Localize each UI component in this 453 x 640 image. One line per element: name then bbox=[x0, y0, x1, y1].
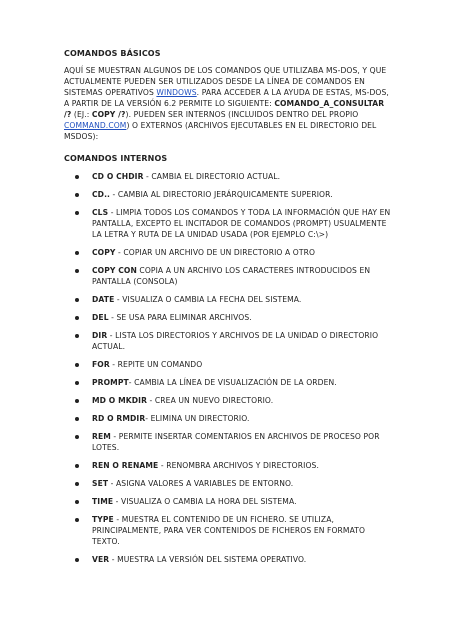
bullet-icon bbox=[75, 251, 79, 255]
command-name: TIME bbox=[92, 497, 114, 506]
command-description: - CAMBIA EL DIRECTORIO ACTUAL. bbox=[143, 172, 281, 181]
command-name: DIR bbox=[92, 331, 108, 340]
bullet-icon bbox=[75, 193, 79, 197]
command-list bbox=[64, 171, 394, 565]
list-item bbox=[64, 294, 394, 305]
command-description: - PERMITE INSERTAR COMENTARIOS EN ARCHIVOS DE PROCESO POR LOTES. bbox=[92, 432, 380, 452]
bullet-icon bbox=[75, 316, 79, 320]
intro-syntax: COMANDO_A_CONSULTAR /? bbox=[64, 99, 385, 119]
command-description: - VISUALIZA O CAMBIA LA FECHA DEL SISTEMA. bbox=[114, 295, 302, 304]
list-item bbox=[64, 312, 394, 323]
command-description: - VISUALIZA O CAMBIA LA HORA DEL SISTEMA. bbox=[113, 497, 297, 506]
bullet-icon bbox=[75, 269, 79, 273]
list-item bbox=[64, 247, 394, 258]
list-item bbox=[64, 330, 394, 352]
bullet-icon bbox=[75, 363, 79, 367]
intro-text-2: . PARA ACCEDER A LA AYUDA DE ESTAS, MS-DOS, A PARTIR DE LA VERSIÓN 6.2 PERMITE LO SIGUIENTE: bbox=[64, 88, 389, 108]
section-title: COMANDOS INTERNOS bbox=[64, 154, 168, 163]
document-content bbox=[64, 48, 394, 572]
bullet-icon bbox=[75, 482, 79, 486]
intro-text-1: AQUÍ SE MUESTRAN ALGUNOS DE LOS COMANDOS QUE UTILIZABA MS-DOS, Y QUE ACTUALMENTE PUEDEN SER UTILIZADOS DESDE LA LÍNEA DE COMANDOS EN SISTEMAS OPERATIVOS bbox=[64, 66, 387, 97]
bullet-icon bbox=[75, 298, 79, 302]
intro-paragraph bbox=[64, 65, 394, 142]
bullet-icon bbox=[75, 211, 79, 215]
command-name: MD O MKDIR bbox=[92, 396, 148, 405]
list-item bbox=[64, 359, 394, 370]
command-description: - RENOMBRA ARCHIVOS Y DIRECTORIOS. bbox=[158, 461, 319, 470]
bullet-icon bbox=[75, 435, 79, 439]
intro-text-3: (EJ.: bbox=[71, 110, 92, 119]
list-item bbox=[64, 478, 394, 489]
command-description: - LIMPIA TODOS LOS COMANDOS Y TODA LA INFORMACIÓN QUE HAY EN PANTALLA, EXCEPTO EL INCITADOR DE COMANDOS (PROMPT) USUALMENTE LA LETRA Y RUTA DE LA UNIDAD USADA (POR EJEMPLO C:\>) bbox=[92, 208, 391, 239]
command-name: CD O CHDIR bbox=[92, 172, 144, 181]
command-description: - SE USA PARA ELIMINAR ARCHIVOS. bbox=[108, 313, 252, 322]
command-description: - MUESTRA LA VERSIÓN DEL SISTEMA OPERATIVO. bbox=[109, 555, 307, 564]
command-description: - CREA UN NUEVO DIRECTORIO. bbox=[147, 396, 274, 405]
bullet-icon bbox=[75, 464, 79, 468]
command-description: - ASIGNA VALORES A VARIABLES DE ENTORNO. bbox=[108, 479, 294, 488]
command-description: - CAMBIA LA LÍNEA DE VISUALIZACIÓN DE LA ORDEN. bbox=[128, 378, 337, 387]
command-description: - ELIMINA UN DIRECTORIO. bbox=[145, 414, 250, 423]
list-item bbox=[64, 395, 394, 406]
command-name: FOR bbox=[92, 360, 110, 369]
intro-text-4: ). PUEDEN SER INTERNOS (INCLUIDOS DENTRO DEL PROPIO bbox=[125, 110, 359, 119]
command-description: - MUESTRA EL CONTENIDO DE UN FICHERO. SE UTILIZA, PRINCIPALMENTE, PARA VER CONTENIDOS DE FICHEROS EN FORMATO TEXTO. bbox=[92, 515, 366, 546]
bullet-icon bbox=[75, 334, 79, 338]
list-item bbox=[64, 377, 394, 388]
list-item bbox=[64, 460, 394, 471]
list-item bbox=[64, 554, 394, 565]
command-description: - REPITE UN COMANDO bbox=[109, 360, 203, 369]
command-description: - CAMBIA AL DIRECTORIO JERÁRQUICAMENTE SUPERIOR. bbox=[110, 190, 333, 199]
list-item bbox=[64, 265, 394, 287]
command-name: VER bbox=[92, 555, 110, 564]
bullet-icon bbox=[75, 381, 79, 385]
bullet-icon bbox=[75, 518, 79, 522]
intro-example: COPY /? bbox=[91, 110, 126, 119]
command-name: DATE bbox=[92, 295, 115, 304]
command-name: DEL bbox=[92, 313, 109, 322]
list-item bbox=[64, 207, 394, 240]
windows-link[interactable]: WINDOWS bbox=[156, 88, 197, 97]
command-name: CLS bbox=[92, 208, 109, 217]
list-item bbox=[64, 189, 394, 200]
list-item bbox=[64, 514, 394, 547]
bullet-icon bbox=[75, 399, 79, 403]
command-name: REN O RENAME bbox=[92, 461, 159, 470]
bullet-icon bbox=[75, 500, 79, 504]
command-name: RD O RMDIR bbox=[92, 414, 146, 423]
list-item bbox=[64, 171, 394, 182]
bullet-icon bbox=[75, 558, 79, 562]
page-title: COMANDOS BÁSICOS bbox=[64, 49, 161, 58]
command-name: REM bbox=[92, 432, 111, 441]
command-name: COPY bbox=[92, 248, 116, 257]
command-name: PROMPT bbox=[92, 378, 129, 387]
list-item bbox=[64, 431, 394, 453]
bullet-icon bbox=[75, 175, 79, 179]
command-description: COPIA A UN ARCHIVO LOS CARACTERES INTRODUCIDOS EN PANTALLA (CONSOLA) bbox=[92, 266, 371, 286]
list-item bbox=[64, 496, 394, 507]
intro-text-5: ) O EXTERNOS (ARCHIVOS EJECUTABLES EN EL DIRECTORIO DEL MSDOS): bbox=[64, 121, 377, 141]
command-description: - COPIAR UN ARCHIVO DE UN DIRECTORIO A OTRO bbox=[115, 248, 316, 257]
command-name: COPY CON bbox=[92, 266, 137, 275]
command-description: - LISTA LOS DIRECTORIOS Y ARCHIVOS DE LA UNIDAD O DIRECTORIO ACTUAL. bbox=[92, 331, 379, 351]
command-name: TYPE bbox=[92, 515, 114, 524]
bullet-icon bbox=[75, 417, 79, 421]
list-item bbox=[64, 413, 394, 424]
command-name: SET bbox=[92, 479, 109, 488]
command-com-link[interactable]: COMMAND.COM bbox=[64, 121, 127, 130]
command-name: CD.. bbox=[92, 190, 111, 199]
